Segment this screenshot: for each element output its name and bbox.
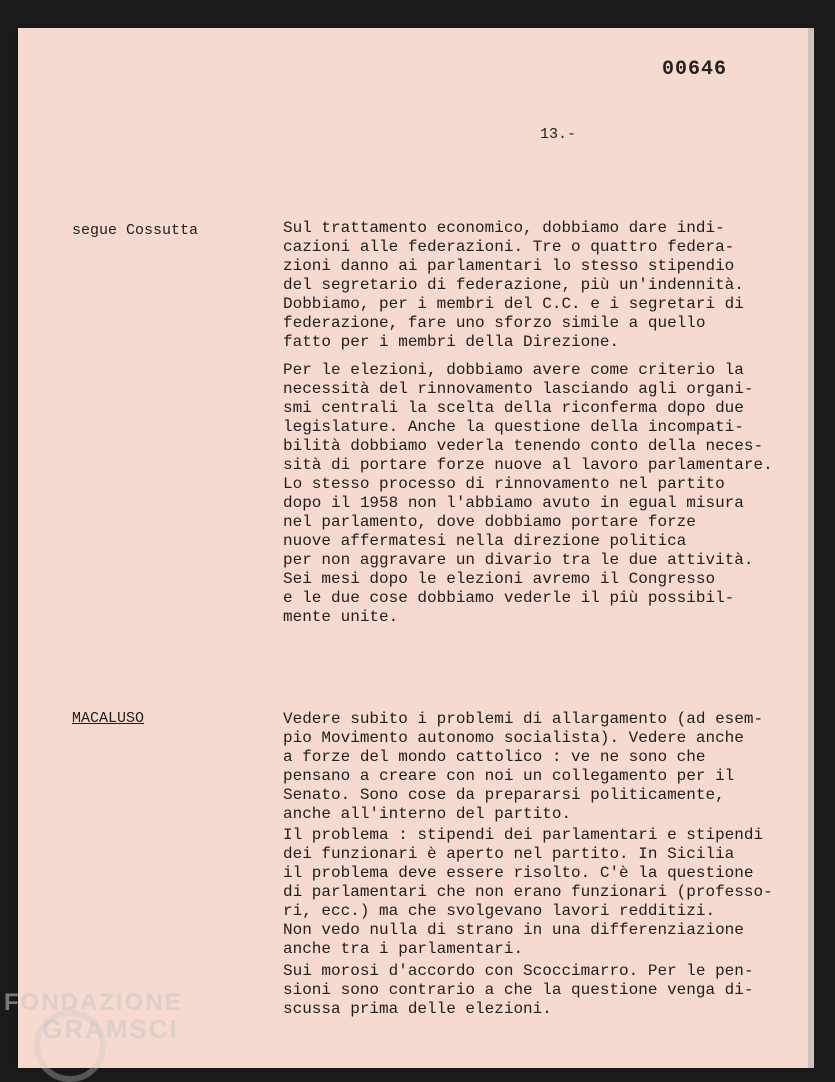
page-edge <box>808 28 814 1068</box>
paragraph: Sul trattamento economico, dobbiamo dare indi- cazioni alle federazioni. Tre o quattro federa- zioni danno ai parlamentari lo stesso stipendio del segretario di federazione, più un'indennità. Dobbiamo, per i membri del C.C. e i segretari di federazione, fare uno sforzo simile a quello fatto per i membri della Direzione. <box>283 219 744 351</box>
speaker-label: segue Cossutta <box>72 222 199 239</box>
watermark-line2: GRAMSCI <box>42 1014 179 1044</box>
speaker-label: MACALUSO <box>72 710 145 727</box>
document-number: 00646 <box>662 58 728 81</box>
page-number: 13.- <box>540 126 577 143</box>
paragraph: Il problema : stipendi dei parlamentari e stipendi dei funzionari è aperto nel partito. In Sicilia il problema deve essere risolto. C'è la questione di parlamentari che non erano funzionari (professo- ri, ecc.) ma che svolgevano lavori redditizi. Non vedo nulla di strano in una differenziazione anche tra i parlamentari. <box>283 826 773 958</box>
paragraph: Sui morosi d'accordo con Scoccimarro. Per le pen- sioni sono contrario a che la questione venga di- scussa prima delle elezioni. <box>283 962 754 1018</box>
watermark-line1: FONDAZIONE <box>4 989 183 1016</box>
watermark <box>4 990 183 1042</box>
paragraph: Per le elezioni, dobbiamo avere come criterio la necessità del rinnovamento lasciando agli organi- smi centrali la scelta della riconferma dopo due legislature. Anche la questione della incompati- bilità dobbiamo vederla tenendo conto della neces- sità di portare forze nuove al lavoro parlamentare. Lo stesso processo di rinnovamento nel partito dopo il 1958 non l'abbiamo avuto in egual misura nel parlamento, dove dobbiamo portare forze nuove affermatesi nella direzione politica per non aggravare un divario tra le due attività. Sei mesi dopo le elezioni avremo il Congresso e le due cose dobbiamo vederle il più possibil- mente unite. <box>283 361 773 626</box>
paragraph: Vedere subito i problemi di allargamento (ad esem- pio Movimento autonomo socialista). Vedere anche a forze del mondo cattolico : ve ne sono che pensano a creare con noi un collegamento per il Senato. Sono cose da prepararsi politicamente, anche all'interno del partito. <box>283 710 764 823</box>
